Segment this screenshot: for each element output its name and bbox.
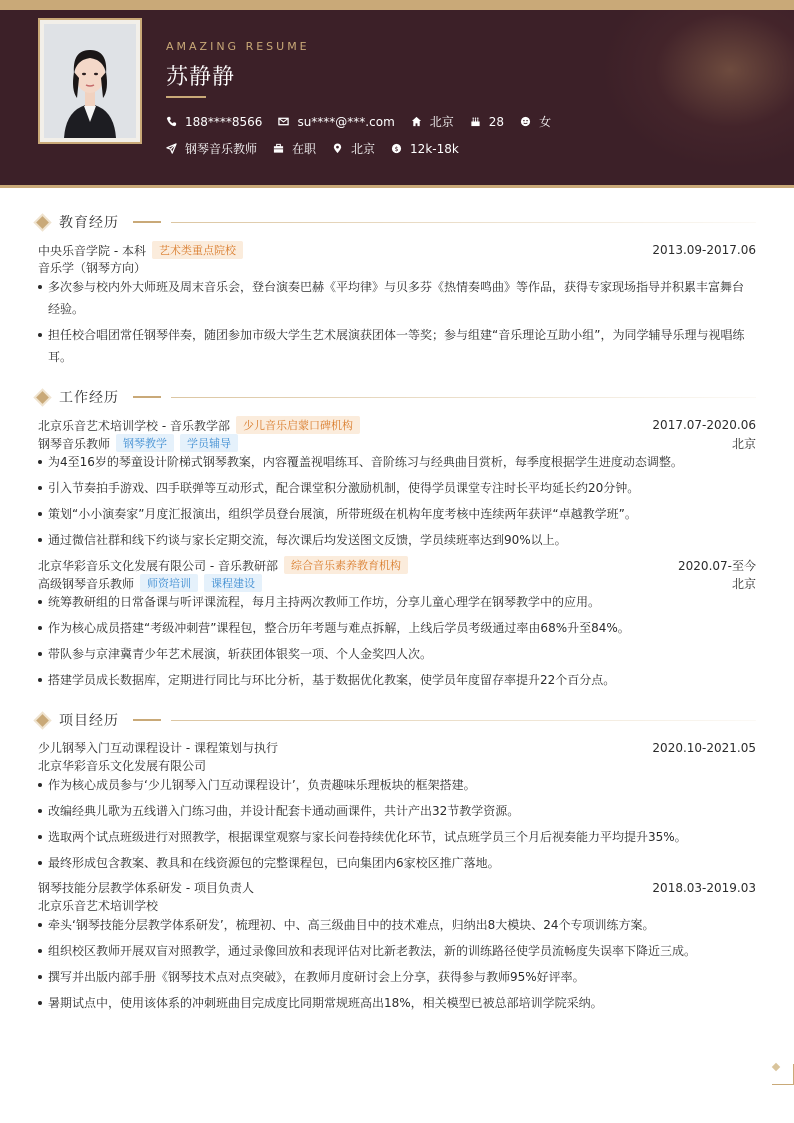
section-accent-line	[133, 396, 161, 398]
education-major: 音乐学（钢琴方向）	[38, 261, 147, 275]
education-bullet: 多次参与校内外大师班及周末音乐会，登台演奏巴赫《平均律》与贝多芬《热情奏鸣曲》等作品，获得专家现场指导并积累丰富舞台经验。	[38, 276, 750, 320]
education-bullet: 担任校合唱团常任钢琴伴奏，随团参加市级大学生艺术展演获团体一等奖；参与组建“音乐理论互助小组”，为同学辅导乐理与视唱练耳。	[38, 324, 750, 368]
resume-header	[0, 10, 794, 185]
project-bullet: 最终形成包含教案、教具和在线资源包的完整课程包，已向集团内6家校区推广落地。	[38, 852, 750, 874]
job-bullet: 带队参与京津冀青少年艺术展演，斩获团体银奖一项、个人金奖四人次。	[38, 643, 750, 665]
email-text: su****@***.com	[297, 114, 395, 129]
project-bullet: 选取两个试点班级进行对照教学，根据课堂观察与家长问卷持续优化环节，试点班学员三个月后视奏能力平均提升35%。	[38, 826, 750, 848]
gender-text: 女	[539, 115, 552, 129]
job-company-row	[38, 416, 756, 434]
project-org-row	[38, 897, 756, 914]
job-target-text: 钢琴音乐教师	[185, 142, 258, 156]
mail-icon	[278, 116, 289, 127]
phone-text: 188****8566	[185, 114, 263, 129]
project-bullet: 牵头‘钢琴技能分层教学体系研发’，梳理初、中、高三级曲目中的技术难点，归纳出8大模块、24个专项训练方案。	[38, 914, 750, 936]
section-accent-line	[133, 719, 161, 721]
header-glow	[600, 10, 794, 170]
education-tag: 艺术类重点院校	[152, 241, 243, 259]
job-bullet: 作为核心成员搭建“考级冲刺营”课程包，整合历年考题与难点拆解，上线后学员考级通过率由68%升至84%。	[38, 617, 750, 639]
city-text: 北京	[351, 142, 376, 156]
job-company: 北京乐音艺术培训学校 - 音乐教学部	[38, 418, 230, 433]
job-bullet: 统筹教研组的日常备课与听评课流程，每月主持两次教师工作坊，分享儿童心理学在钢琴教学中的应用。	[38, 591, 750, 613]
age-item	[470, 115, 504, 129]
job-period: 2017.07-2020.06	[652, 418, 756, 432]
resume-tagline: AMAZING RESUME	[166, 40, 310, 53]
projects-section-header	[36, 710, 756, 730]
corner-line	[772, 1084, 794, 1085]
education-school: 中央乐音学院 - 本科	[38, 243, 146, 258]
project-bullet: 改编经典儿歌为五线谱入门练习曲，并设计配套卡通动画课件，共计产出32节教学资源。	[38, 800, 750, 822]
job-skill-tag: 课程建设	[204, 574, 262, 592]
job-skill-tag: 学员辅导	[180, 434, 238, 452]
coin-icon	[391, 143, 402, 154]
candidate-name: 苏静静	[166, 65, 236, 90]
profile-photo-frame	[38, 18, 142, 144]
send-icon	[166, 143, 177, 154]
home-icon	[411, 116, 422, 127]
section-diamond-icon	[36, 391, 49, 404]
gender-item	[520, 113, 551, 130]
section-diamond-icon	[36, 714, 49, 727]
corner-diamond-icon	[772, 1063, 780, 1071]
job-role: 钢琴音乐教师	[38, 436, 111, 451]
education-major-row	[38, 259, 756, 276]
project-org-row	[38, 757, 756, 774]
job-period: 2020.07-至今	[678, 558, 756, 573]
job-intent-row	[166, 140, 475, 157]
city-item	[332, 140, 375, 157]
profile-photo	[44, 24, 136, 138]
phone-item	[166, 115, 262, 129]
project-name: 钢琴技能分层教学体系研发 - 项目负责人	[38, 881, 254, 895]
job-role-row	[38, 574, 756, 592]
top-accent-strip	[0, 0, 794, 10]
hometown-text: 北京	[429, 115, 454, 129]
job-location: 北京	[731, 576, 756, 591]
location-pin-icon	[332, 143, 343, 154]
section-divider	[171, 222, 756, 223]
work-title: 工作经历	[59, 390, 119, 406]
project-bullet: 暑期试点中，使用该体系的冲刺班曲目完成度比同期常规班高出18%，相关模型已被总部培训学院采纳。	[38, 992, 750, 1014]
section-diamond-icon	[36, 216, 49, 229]
project-name-row	[38, 739, 756, 756]
job-skill-tag: 钢琴教学	[116, 434, 174, 452]
name-underline	[166, 96, 206, 98]
gender-icon	[520, 116, 531, 127]
hometown-item	[411, 113, 454, 130]
project-period: 2018.03-2019.03	[652, 880, 756, 895]
job-target-item	[166, 140, 257, 157]
svg-text:$: $	[394, 144, 399, 153]
section-divider	[171, 397, 756, 398]
project-bullet: 作为核心成员参与‘少儿钢琴入门互动课程设计’，负责趣味乐理板块的框架搭建。	[38, 774, 750, 796]
job-bullet: 为4至16岁的琴童设计阶梯式钢琴教案，内容覆盖视唱练耳、音阶练习与经典曲目赏析，每季度根据学生进度动态调整。	[38, 451, 750, 473]
project-org: 北京乐音艺术培训学校	[38, 899, 159, 913]
job-bullet: 搭建学员成长数据库，定期进行同比与环比分析，基于数据优化教案，使学员年度留存率提升22个百分点。	[38, 669, 750, 691]
job-bullet: 通过微信社群和线下约谈与家长定期交流，每次课后均发送图文反馈，学员续班率达到90%以上。	[38, 529, 750, 551]
project-name-row	[38, 879, 756, 896]
header-bottom-line	[0, 185, 794, 188]
contact-row	[166, 113, 567, 130]
education-section-header	[36, 212, 756, 232]
job-company-row	[38, 556, 756, 574]
work-section-header	[36, 387, 756, 407]
job-role-row	[38, 434, 756, 452]
section-accent-line	[133, 221, 161, 223]
phone-icon	[166, 116, 177, 127]
salary-text: 12k-18k	[410, 141, 459, 156]
job-company: 北京华彩音乐文化发展有限公司 - 音乐教研部	[38, 558, 278, 573]
email-item	[278, 115, 394, 129]
job-company-tag: 综合音乐素养教育机构	[284, 556, 408, 574]
project-period: 2020.10-2021.05	[652, 740, 756, 755]
job-bullet: 引入节奏拍手游戏、四手联弹等互动形式，配合课堂积分激励机制，使得学员课堂专注时长平均延长约20分钟。	[38, 477, 750, 499]
project-org: 北京华彩音乐文化发展有限公司	[38, 759, 207, 773]
job-company-tag: 少儿音乐启蒙口碑机构	[236, 416, 360, 434]
age-text: 28	[488, 114, 505, 129]
projects-title: 项目经历	[59, 713, 119, 729]
education-school-row	[38, 241, 756, 259]
education-period: 2013.09-2017.06	[652, 243, 756, 257]
briefcase-icon	[273, 143, 284, 154]
project-bullet: 撰写并出版内部手册《钢琴技术点对点突破》，在教师月度研讨会上分享，获得参与教师95%好评率。	[38, 966, 750, 988]
section-divider	[171, 720, 756, 721]
job-status-item	[273, 140, 316, 157]
education-title: 教育经历	[59, 215, 119, 231]
salary-item	[391, 142, 459, 156]
job-bullet: 策划“小小演奏家”月度汇报演出，组织学员登台展演，所带班级在机构年度考核中连续两年获评“卓越教学班”。	[38, 503, 750, 525]
cake-icon	[470, 116, 481, 127]
job-skill-tag: 师资培训	[140, 574, 198, 592]
job-role: 高级钢琴音乐教师	[38, 576, 135, 591]
project-name: 少儿钢琴入门互动课程设计 - 课程策划与执行	[38, 741, 278, 755]
project-bullet: 组织校区教师开展双盲对照教学，通过录像回放和表现评估对比新老教法，新的训练路径使学员流畅度失误率下降近三成。	[38, 940, 750, 962]
job-status-text: 在职	[292, 142, 317, 156]
job-location: 北京	[731, 436, 756, 451]
